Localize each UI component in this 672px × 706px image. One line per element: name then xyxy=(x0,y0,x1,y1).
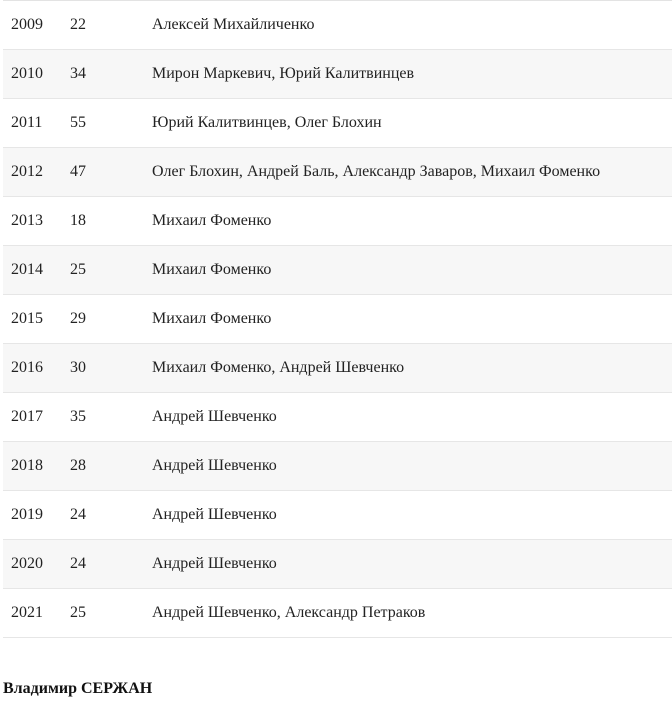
coach-cell: Андрей Шевченко, Александр Петраков xyxy=(152,604,426,621)
coach-cell: Андрей Шевченко xyxy=(152,506,277,523)
value-cell: 30 xyxy=(70,359,86,376)
year-cell: 2014 xyxy=(11,261,43,278)
table-row xyxy=(3,442,672,491)
value-cell: 47 xyxy=(70,163,86,180)
value-cell: 35 xyxy=(70,408,86,425)
table-row xyxy=(3,393,672,442)
coach-cell: Андрей Шевченко xyxy=(152,555,277,572)
coach-cell: Михаил Фоменко xyxy=(152,212,272,229)
year-cell: 2016 xyxy=(11,359,43,376)
value-cell: 24 xyxy=(70,555,86,572)
table-row xyxy=(3,344,672,393)
data-table xyxy=(3,0,672,638)
year-cell: 2009 xyxy=(11,16,43,33)
coach-cell: Михаил Фоменко xyxy=(152,310,272,327)
table-row xyxy=(3,246,672,295)
table-row xyxy=(3,295,672,344)
coach-cell: Михаил Фоменко xyxy=(152,261,272,278)
table-row xyxy=(3,99,672,148)
coach-cell: Юрий Калитвинцев, Олег Блохин xyxy=(152,114,382,131)
author-name: Владимир СЕРЖАН xyxy=(3,680,153,697)
table-row xyxy=(3,50,672,99)
value-cell: 24 xyxy=(70,506,86,523)
year-cell: 2012 xyxy=(11,163,43,180)
value-cell: 29 xyxy=(70,310,86,327)
year-cell: 2020 xyxy=(11,555,43,572)
table-row xyxy=(3,589,672,638)
coach-cell: Мирон Маркевич, Юрий Калитвинцев xyxy=(152,65,415,82)
value-cell: 25 xyxy=(70,604,86,621)
year-cell: 2017 xyxy=(11,408,43,425)
year-cell: 2011 xyxy=(11,114,43,131)
value-cell: 55 xyxy=(70,114,86,131)
coach-cell: Михаил Фоменко, Андрей Шевченко xyxy=(152,359,405,376)
value-cell: 18 xyxy=(70,212,86,229)
coach-cell: Алексей Михайличенко xyxy=(152,16,315,33)
year-cell: 2013 xyxy=(11,212,43,229)
coach-cell: Андрей Шевченко xyxy=(152,457,277,474)
value-cell: 28 xyxy=(70,457,86,474)
table-row xyxy=(3,148,672,197)
table-row xyxy=(3,1,672,50)
coach-cell: Олег Блохин, Андрей Баль, Александр Заваров, Михаил Фоменко xyxy=(152,163,601,180)
value-cell: 25 xyxy=(70,261,86,278)
value-cell: 22 xyxy=(70,16,86,33)
year-cell: 2010 xyxy=(11,65,43,82)
year-cell: 2019 xyxy=(11,506,43,523)
table-row xyxy=(3,491,672,540)
table-row xyxy=(3,540,672,589)
table-row xyxy=(3,197,672,246)
year-cell: 2018 xyxy=(11,457,43,474)
coach-cell: Андрей Шевченко xyxy=(152,408,277,425)
value-cell: 34 xyxy=(70,65,86,82)
year-cell: 2021 xyxy=(11,604,43,621)
year-cell: 2015 xyxy=(11,310,43,327)
